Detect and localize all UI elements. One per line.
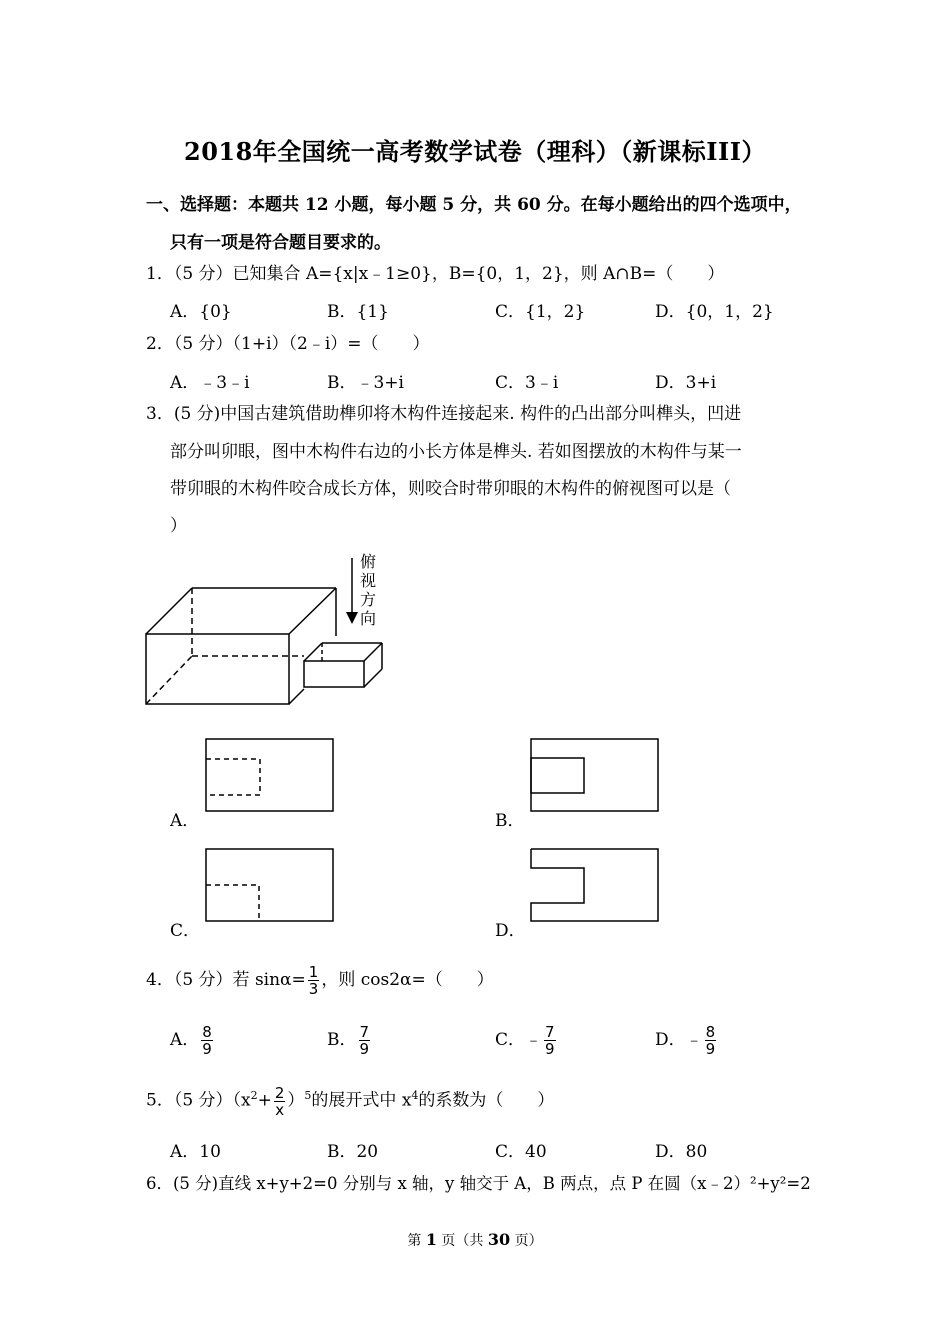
question-4-option-a: A． $\frac{8}{9}$	[170, 1023, 212, 1058]
question-4-stem-post: ，则 cos2α=（ ）	[321, 970, 494, 990]
question-2-stem: 2．（5 分）（1+i）（2﹣i）=（ ）	[146, 334, 430, 354]
question-3-option-a-figure	[205, 738, 335, 813]
question-3-option-b-label: B．	[495, 811, 525, 831]
question-4-stem	[146, 964, 494, 997]
section-heading-line2: 只有一项是符合题目要求的。	[170, 233, 391, 253]
question-3-option-c-figure	[205, 848, 335, 923]
question-4-option-d: D．﹣ $\frac{8}{9}$	[655, 1023, 716, 1058]
current-page-number: 1	[425, 1230, 437, 1249]
question-5-option-b: B．20	[327, 1142, 379, 1162]
question-3-stem-line4: ）	[170, 516, 187, 536]
question-4-stem-pre: 4．（5 分）若 sinα=	[146, 970, 306, 990]
view-direction-label-3: 方	[360, 590, 377, 609]
question-3-stem-line1: 3．(5 分)中国古建筑借助榫卯将木构件连接起来. 构件的凸出部分叫榫头，凹进	[146, 404, 742, 424]
question-2-option-d: D．3+i	[655, 373, 717, 393]
question-3-option-d-label: D．	[495, 921, 526, 941]
question-1-option-c: C．{1，2}	[495, 302, 586, 322]
question-5-option-d: D．80	[655, 1142, 708, 1162]
question-5-option-a: A．10	[170, 1142, 221, 1162]
view-direction-label-2: 视	[360, 571, 377, 590]
view-direction-label-1: 俯	[360, 552, 377, 571]
question-4-option-c: C．﹣ $\frac{7}{9}$	[495, 1023, 555, 1058]
question-1-option-d: D．{0，1，2}	[655, 302, 774, 322]
question-2-option-b: B．﹣3+i	[327, 373, 404, 393]
question-3-stem-line3: 带卯眼的木构件咬合成长方体，则咬合时带卯眼的木构件的俯视图可以是（	[170, 479, 731, 499]
question-6-stem: 6．(5 分)直线 x+y+2=0 分别与 x 轴，y 轴交于 A，B 两点，点 P 在圆（x﹣2）²+y²=2	[146, 1174, 811, 1193]
page-title: 2018年全国统一高考数学试卷（理科）（新课标III）	[184, 137, 766, 166]
question-4-option-b: B． $\frac{7}{9}$	[327, 1023, 370, 1058]
question-3-stem-line2: 部分叫卯眼，图中木构件右边的小长方体是榫头. 若如图摆放的木构件与某一	[170, 442, 742, 462]
question-3-option-b-figure	[530, 738, 660, 813]
question-1-option-b: B．{1}	[327, 302, 389, 322]
page-footer: 第 1 页（共 30 页）	[407, 1230, 543, 1249]
question-3-option-c-label: C．	[170, 921, 201, 941]
section-heading-line1: 一、选择题：本题共 12 小题，每小题 5 分，共 60 分。在每小题给出的四个选项中，	[146, 195, 802, 215]
question-2-option-a: A．﹣3﹣i	[170, 373, 250, 393]
question-1-stem: 1．（5 分）已知集合 A={x|x﹣1≥0}，B={0，1，2}，则 A∩B=（ ）	[146, 264, 725, 284]
view-direction-label-4: 向	[360, 609, 377, 628]
question-4-fraction: $\frac{1}{3}$	[308, 963, 319, 998]
question-2-option-c: C．3﹣i	[495, 373, 559, 393]
question-3-option-a-label: A．	[170, 811, 200, 831]
question-3-option-d-figure	[530, 848, 660, 923]
question-1-option-a: A．{0}	[170, 302, 232, 322]
question-5-option-c: C．40	[495, 1142, 547, 1162]
total-page-count: 30	[487, 1230, 511, 1249]
question-5-stem: 5．（5 分）（$x^2+$ $\frac{2}{x}$ ）$^5$的展开式中 $x^4$的系数为（ ）	[146, 1083, 555, 1119]
